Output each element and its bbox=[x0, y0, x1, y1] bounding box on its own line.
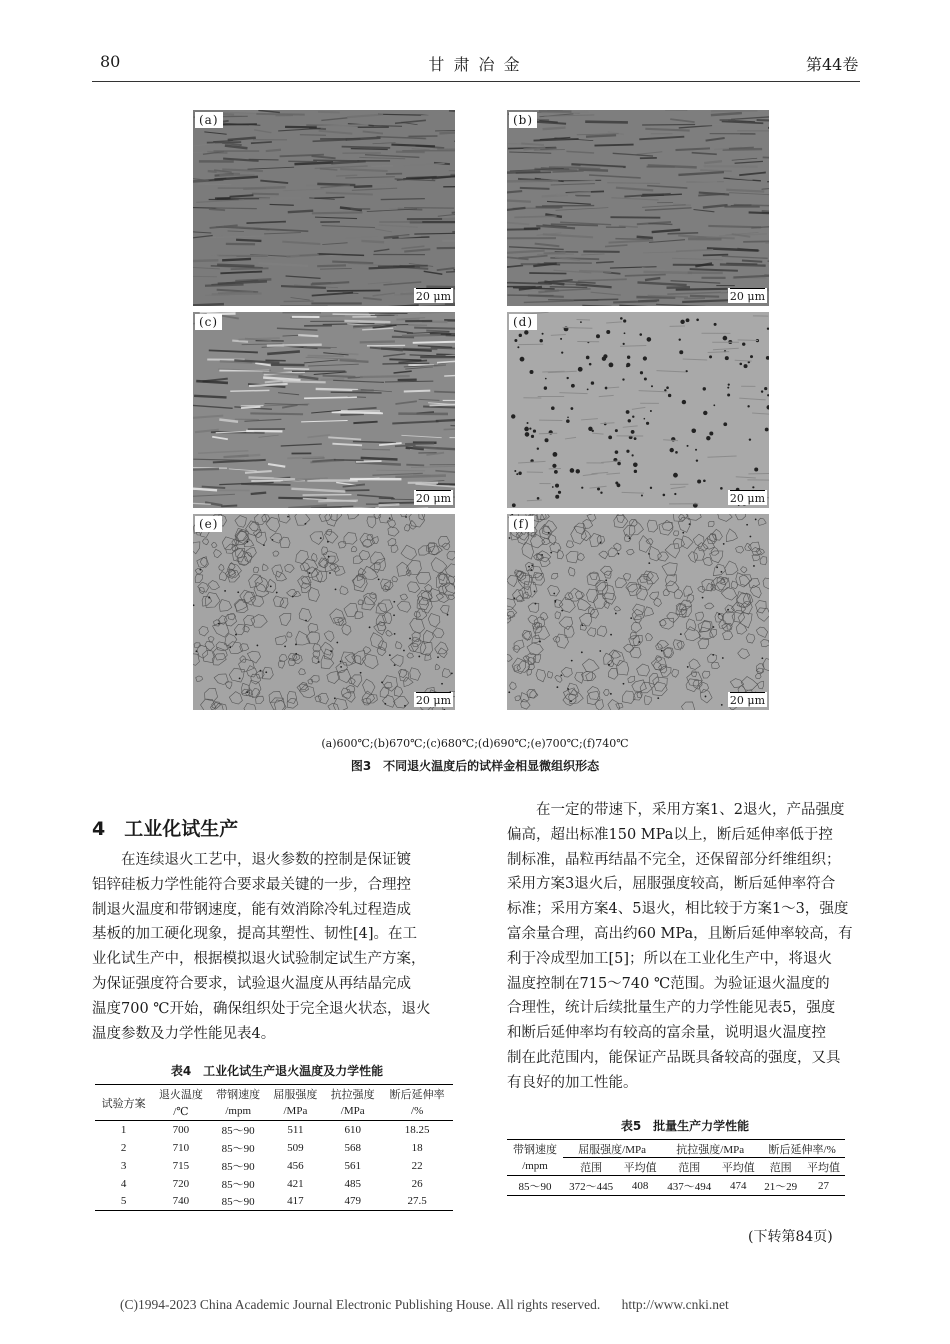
table-cell: 21～29 bbox=[764, 1180, 798, 1193]
scale-bar bbox=[414, 692, 453, 707]
micrograph-d bbox=[507, 312, 769, 508]
table-cell: 610 bbox=[344, 1123, 361, 1136]
table-header-cell: 屈服强度/MPa bbox=[578, 1143, 647, 1156]
text-line: 在一定的带速下，采用方案1、2退火，产品强度 bbox=[507, 802, 845, 818]
table-header-cell: 平均值 bbox=[717, 1158, 759, 1176]
text-line: 温度700 ℃开始，确保组织处于完全退火状态，退火 bbox=[92, 1000, 431, 1017]
scale-label: 20 μm bbox=[415, 290, 451, 303]
table-cell: 509 bbox=[287, 1141, 304, 1154]
scale-bar bbox=[414, 288, 453, 303]
right-paragraph bbox=[507, 798, 863, 1096]
text-line: 利于冷成型加工[5]；所以在工业化生产中，将退火 bbox=[507, 950, 833, 967]
table-header-cell: 断后延伸率 bbox=[389, 1088, 445, 1101]
text-line: 标准；采用方案4、5退火，相比较于方案1～3，强度 bbox=[507, 901, 849, 918]
table-cell: 479 bbox=[344, 1195, 361, 1208]
table-cell: 372～445 bbox=[569, 1180, 614, 1193]
table-cell: 456 bbox=[287, 1159, 304, 1172]
micrograph-b-image bbox=[507, 110, 769, 306]
table-header-cell: 抗拉强度/MPa bbox=[676, 1143, 745, 1156]
micrograph-d-image bbox=[507, 312, 769, 508]
micrograph-a bbox=[193, 110, 455, 306]
table4 bbox=[95, 1084, 453, 1211]
section-heading: 4 工业化试生产 bbox=[92, 818, 239, 840]
table-cell: 26 bbox=[411, 1177, 423, 1190]
scale-label: 20 μm bbox=[415, 694, 451, 707]
table-cell: 18.25 bbox=[404, 1123, 430, 1136]
text-line: 制在此范围内，能保证产品既具备较高的强度，又具 bbox=[507, 1049, 841, 1066]
table4-caption: 表4 工业化试生产退火温度及力学性能 bbox=[170, 1064, 384, 1078]
table-header-cell: /mpm bbox=[225, 1105, 251, 1118]
micrograph-c-image bbox=[193, 312, 455, 508]
scale-label: 20 μm bbox=[729, 694, 765, 707]
table-cell: 474 bbox=[730, 1179, 747, 1192]
table-cell: 421 bbox=[287, 1177, 304, 1190]
table-cell: 700 bbox=[172, 1123, 190, 1136]
table-cell: 85～90 bbox=[221, 1124, 255, 1137]
table-header-cell: 平均值 bbox=[802, 1158, 845, 1176]
scale-label: 20 μm bbox=[729, 290, 765, 303]
text-line: 业化试生产中，根据模拟退火试验制定试生产方案， bbox=[92, 951, 426, 968]
micrograph-f-image bbox=[507, 514, 769, 710]
text-line: 铝锌硅板力学性能符合要求最关键的一步，合理控 bbox=[92, 876, 411, 893]
table5-caption: 表5 批量生产力学性能 bbox=[620, 1119, 750, 1133]
table-cell: 18 bbox=[411, 1141, 423, 1154]
table-header-cell: 带钢速度 bbox=[216, 1088, 261, 1101]
table-cell: 715 bbox=[172, 1159, 190, 1172]
table-cell: 1 bbox=[120, 1123, 127, 1136]
header-rule bbox=[92, 81, 860, 82]
table-cell: 740 bbox=[172, 1195, 190, 1208]
text-line: 合理性，统计后续批量生产的力学性能见表5，强度 bbox=[507, 1000, 836, 1017]
micrograph-b bbox=[507, 110, 769, 306]
table-header-cell: /MPa bbox=[283, 1105, 308, 1118]
text-line: 制标准，晶粒再结晶不完全，还保留部分纤维组织； bbox=[507, 851, 841, 868]
micrograph-c bbox=[193, 312, 455, 508]
table5 bbox=[507, 1139, 845, 1196]
scale-label: 20 μm bbox=[415, 492, 451, 505]
table-cell: 3 bbox=[120, 1159, 127, 1172]
table-row bbox=[95, 1121, 453, 1139]
text-line: 采用方案3退火后，屈服强度较高，断后延伸率符合 bbox=[507, 876, 836, 893]
footer-url[interactable]: http://www.cnki.net bbox=[621, 1297, 729, 1312]
micrograph-e bbox=[193, 514, 455, 710]
table-header-cell: 范围 bbox=[563, 1158, 619, 1176]
journal-title: 甘 肃 冶 金 bbox=[428, 55, 522, 74]
table-header-cell: 范围 bbox=[661, 1158, 717, 1176]
table-header-row bbox=[507, 1158, 845, 1176]
text-line: 制退火温度和带钢速度，能有效消除冷轧过程造成 bbox=[92, 901, 411, 918]
table-header-cell: /% bbox=[411, 1105, 424, 1118]
table-cell: 85～90 bbox=[518, 1180, 552, 1193]
table-cell: 85～90 bbox=[221, 1160, 255, 1173]
table-header-cell: 带钢速度 bbox=[513, 1143, 558, 1156]
figure-subcaption: (a)600℃;(b)670℃;(c)680℃;(d)690℃;(e)700℃;(f)740℃ bbox=[321, 737, 629, 750]
table-cell: 5 bbox=[120, 1195, 127, 1208]
table-cell: 2 bbox=[120, 1141, 127, 1154]
table-header-cell: /℃ bbox=[173, 1105, 189, 1118]
volume-number: 第44卷 bbox=[806, 55, 859, 74]
table-cell: 408 bbox=[631, 1179, 649, 1192]
text-line: 为保证强度符合要求，试验退火温度从再结晶完成 bbox=[92, 975, 411, 992]
text-line: 有良好的加工性能。 bbox=[507, 1074, 638, 1091]
panel-label: (c) bbox=[195, 314, 222, 330]
scale-label: 20 μm bbox=[729, 492, 765, 505]
table-header-row bbox=[507, 1140, 845, 1158]
table-cell: 561 bbox=[344, 1159, 361, 1172]
table-row bbox=[507, 1176, 845, 1196]
table-cell: 85～90 bbox=[221, 1196, 255, 1209]
table-header-cell: 平均值 bbox=[619, 1158, 661, 1176]
table-cell: 27 bbox=[818, 1179, 830, 1192]
table-cell: 27.5 bbox=[407, 1195, 427, 1208]
scale-bar bbox=[728, 288, 767, 303]
table-cell: 710 bbox=[172, 1141, 190, 1154]
text-line: 富余量合理，高出约60 MPa，且断后延伸率较高，有 bbox=[507, 925, 853, 942]
table-row bbox=[95, 1175, 453, 1193]
table-header-cell: 试验方案 bbox=[95, 1085, 152, 1121]
scale-bar bbox=[728, 692, 767, 707]
table-cell: 568 bbox=[344, 1141, 361, 1154]
page-number: 80 bbox=[100, 52, 121, 71]
scale-bar bbox=[728, 490, 767, 505]
text-line: 温度参数及力学性能见表4。 bbox=[92, 1025, 276, 1042]
micrograph-a-image bbox=[193, 110, 455, 306]
scale-bar bbox=[414, 490, 453, 505]
table-header-row bbox=[95, 1085, 453, 1103]
table-header-cell: 退火温度 bbox=[158, 1088, 203, 1101]
text-line: 温度控制在715～740 ℃范围。为验证退火温度的 bbox=[507, 975, 830, 992]
table-header-cell: 断后延伸率/% bbox=[768, 1143, 836, 1156]
table-cell: 22 bbox=[411, 1159, 423, 1172]
text-line: 基板的加工硬化现象，提高其塑性、韧性[4]。在工 bbox=[92, 926, 418, 943]
table-cell: 85～90 bbox=[221, 1142, 255, 1155]
table-cell: 511 bbox=[287, 1123, 304, 1136]
text-line: 偏高，超出标准150 MPa以上，断后延伸率低于控 bbox=[507, 826, 833, 843]
table-row bbox=[95, 1157, 453, 1175]
text-line: 和断后延伸率均有较高的富余量，说明退火温度控 bbox=[507, 1025, 826, 1042]
table-cell: 4 bbox=[120, 1177, 127, 1190]
figure-caption: 图3 不同退火温度后的试样金相显微组织形态 bbox=[350, 759, 600, 773]
table-header-cell: 范围 bbox=[759, 1158, 802, 1176]
micrograph-e-image bbox=[193, 514, 455, 710]
panel-label: (a) bbox=[195, 112, 223, 128]
copyright-text: (C)1994-2023 China Academic Journal Electronic Publishing House. All rights reserved. bbox=[120, 1297, 601, 1312]
table-cell: 85～90 bbox=[221, 1178, 255, 1191]
micrograph-f bbox=[507, 514, 769, 710]
table-cell: 720 bbox=[172, 1177, 190, 1190]
table-header-cell: 抗拉强度 bbox=[330, 1088, 375, 1101]
table-cell: 485 bbox=[344, 1177, 361, 1190]
copyright-footer bbox=[120, 1297, 729, 1313]
left-paragraph bbox=[92, 848, 462, 1046]
table-row bbox=[95, 1139, 453, 1157]
panel-label: (b) bbox=[509, 112, 537, 128]
text-line: 在连续退火工艺中，退火参数的控制是保证镀 bbox=[92, 852, 411, 868]
panel-label: (e) bbox=[195, 516, 222, 532]
table-header-cell: /MPa bbox=[340, 1105, 365, 1118]
panel-label: (f) bbox=[509, 516, 534, 532]
table-cell: 417 bbox=[287, 1195, 304, 1208]
table-row bbox=[95, 1193, 453, 1211]
table-header-cell: 屈服强度 bbox=[273, 1088, 318, 1101]
continued-note: (下转第84页) bbox=[748, 1229, 833, 1245]
table-cell: 437～494 bbox=[667, 1180, 712, 1193]
panel-label: (d) bbox=[509, 314, 537, 330]
table-header-cell: /mpm bbox=[522, 1160, 548, 1173]
